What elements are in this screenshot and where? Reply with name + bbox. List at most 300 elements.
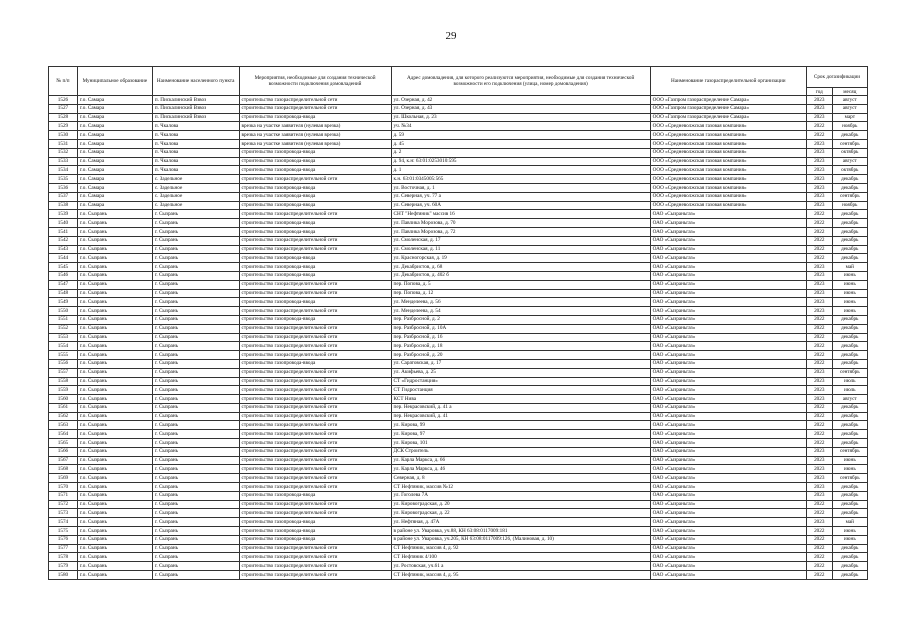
cell-org: ООО «Средневолжская газовая компания»: [650, 139, 806, 148]
cell-num: 1543: [49, 245, 78, 254]
cell-measure: строительство газопровода-ввода: [239, 166, 391, 175]
cell-address: ул. Саратовская, д. 17: [391, 359, 650, 368]
cell-settlement: г. Сызрань: [152, 412, 239, 421]
cell-municipality: г.о. Самара: [77, 166, 152, 175]
cell-municipality: г.о. Самара: [77, 175, 152, 184]
cell-address: д. 2: [391, 148, 650, 157]
cell-org: ОАО «Сызраньгаз»: [650, 447, 806, 456]
cell-org: ОАО «Сызраньгаз»: [650, 456, 806, 465]
cell-org: ОАО «Сызраньгаз»: [650, 324, 806, 333]
cell-month: декабрь: [832, 245, 867, 254]
cell-org: ОАО «Сызраньгаз»: [650, 465, 806, 474]
cell-municipality: г.о. Сызрань: [77, 315, 152, 324]
cell-settlement: г. Сызрань: [152, 298, 239, 307]
cell-address: пер. Некрасовский, д. 41: [391, 412, 650, 421]
table-row: [49, 333, 868, 342]
cell-measure: строительство газораспределительной сети: [239, 333, 391, 342]
cell-month: август: [832, 104, 867, 113]
cell-settlement: г. Сызрань: [152, 227, 239, 236]
table-row: [49, 553, 868, 562]
cell-municipality: г.о. Сызрань: [77, 227, 152, 236]
cell-num: 1555: [49, 351, 78, 360]
table-row: [49, 500, 868, 509]
cell-municipality: г.о. Самара: [77, 131, 152, 140]
cell-settlement: г. Сызрань: [152, 535, 239, 544]
cell-month: декабрь: [832, 571, 867, 580]
cell-num: 1571: [49, 491, 78, 500]
cell-year: 2022: [806, 122, 832, 131]
cell-address: ул. Кировоградская, д. 20: [391, 500, 650, 509]
cell-measure: строительство газопровода-ввода: [239, 527, 391, 536]
cell-address: ул. Красногорская, д. 19: [391, 254, 650, 263]
cell-municipality: г.о. Сызрань: [77, 562, 152, 571]
cell-address: уч. №34: [391, 122, 650, 131]
cell-municipality: г.о. Сызрань: [77, 236, 152, 245]
cell-org: ОАО «Сызраньгаз»: [650, 254, 806, 263]
cell-num: 1576: [49, 535, 78, 544]
cell-municipality: г.о. Самара: [77, 157, 152, 166]
cell-measure: строительство газопровода-ввода: [239, 535, 391, 544]
cell-org: ООО «Средневолжская газовая компания»: [650, 192, 806, 201]
cell-municipality: г.о. Сызрань: [77, 324, 152, 333]
cell-measure: строительство газораспределительной сети: [239, 483, 391, 492]
cell-measure: строительство газораспределительной сети: [239, 104, 391, 113]
cell-measure: строительство газораспределительной сети: [239, 289, 391, 298]
cell-address: ул. Смоленская, д. 11: [391, 245, 650, 254]
cell-settlement: г. Сызрань: [152, 518, 239, 527]
cell-org: ОАО «Сызраньгаз»: [650, 395, 806, 404]
cell-settlement: п. Чкалова: [152, 166, 239, 175]
cell-measure: строительство газораспределительной сети: [239, 342, 391, 351]
header-settlement: Наименование населенного пункта: [152, 67, 239, 96]
cell-org: ОАО «Сызраньгаз»: [650, 500, 806, 509]
cell-address: д. 94, к.н: 63:01:0253010:595: [391, 157, 650, 166]
gasification-table: [48, 66, 868, 580]
table-row: [49, 113, 868, 122]
cell-address: в районе ул. Уваровка, уч.88, КН 63:08:0117009:181: [391, 527, 650, 536]
cell-measure: строительство газопровода-ввода: [239, 183, 391, 192]
table-row: [49, 518, 868, 527]
cell-settlement: с. Задельное: [152, 175, 239, 184]
cell-municipality: г.о. Сызрань: [77, 395, 152, 404]
cell-settlement: г. Сызрань: [152, 500, 239, 509]
cell-settlement: г. Сызрань: [152, 315, 239, 324]
table-row: [49, 298, 868, 307]
cell-org: ОАО «Сызраньгаз»: [650, 544, 806, 553]
cell-address: к.н. 63:01:0345005:565: [391, 175, 650, 184]
cell-year: 2022: [806, 430, 832, 439]
cell-month: июнь: [832, 298, 867, 307]
cell-settlement: с. Задельное: [152, 201, 239, 210]
cell-address: пер. Разбросной, д. 18: [391, 342, 650, 351]
cell-year: 2023: [806, 183, 832, 192]
cell-month: август: [832, 157, 867, 166]
header-month: месяц: [832, 88, 867, 96]
cell-settlement: г. Сызрань: [152, 571, 239, 580]
cell-settlement: г. Сызрань: [152, 395, 239, 404]
cell-municipality: г.о. Сызрань: [77, 491, 152, 500]
cell-settlement: г. Сызрань: [152, 527, 239, 536]
cell-month: июль: [832, 377, 867, 386]
cell-municipality: г.о. Сызрань: [77, 474, 152, 483]
table-row: [49, 465, 868, 474]
cell-month: декабрь: [832, 315, 867, 324]
header-municipality: Муниципальное образование: [77, 67, 152, 96]
cell-org: ОАО «Сызраньгаз»: [650, 359, 806, 368]
cell-org: ООО «Средневолжская газовая компания»: [650, 122, 806, 131]
cell-address: ул. Озерная, д. 43: [391, 104, 650, 113]
cell-year: 2022: [806, 351, 832, 360]
cell-address: СТ Нефтяник, массив 4, д. 92: [391, 544, 650, 553]
cell-measure: строительство газораспределительной сети: [239, 439, 391, 448]
cell-settlement: г. Сызрань: [152, 351, 239, 360]
cell-municipality: г.о. Сызрань: [77, 544, 152, 553]
cell-settlement: с. Задельное: [152, 192, 239, 201]
cell-municipality: г.о. Сызрань: [77, 465, 152, 474]
cell-org: ООО «Средневолжская газовая компания»: [650, 175, 806, 184]
table-row: [49, 386, 868, 395]
cell-month: декабрь: [832, 254, 867, 263]
cell-address: ул. Школьная, д. 23: [391, 113, 650, 122]
table-row: [49, 447, 868, 456]
cell-address: ул. Северная, уч. 77 а: [391, 192, 650, 201]
cell-num: 1554: [49, 342, 78, 351]
cell-org: ОАО «Сызраньгаз»: [650, 527, 806, 536]
cell-org: ООО «Средневолжская газовая компания»: [650, 166, 806, 175]
table-row: [49, 192, 868, 201]
cell-num: 1548: [49, 289, 78, 298]
cell-measure: строительство газораспределительной сети: [239, 544, 391, 553]
cell-measure: строительство газораспределительной сети: [239, 175, 391, 184]
cell-settlement: п. Чкалова: [152, 139, 239, 148]
header-measure: Мероприятия, необходимые для создания технической возможности подключения домовладений: [239, 67, 391, 96]
cell-month: июнь: [832, 535, 867, 544]
cell-month: июнь: [832, 289, 867, 298]
cell-settlement: г. Сызрань: [152, 447, 239, 456]
table-row: [49, 104, 868, 113]
cell-measure: строительство газораспределительной сети: [239, 465, 391, 474]
cell-org: ООО «Газпром газораспределение Самара»: [650, 96, 806, 105]
cell-org: ООО «Средневолжская газовая компания»: [650, 131, 806, 140]
cell-month: декабрь: [832, 544, 867, 553]
cell-month: декабрь: [832, 403, 867, 412]
table-row: [49, 157, 868, 166]
cell-municipality: г.о. Сызрань: [77, 535, 152, 544]
cell-org: ОАО «Сызраньгаз»: [650, 403, 806, 412]
cell-year: 2022: [806, 403, 832, 412]
cell-address: ул. Нефтяная, д. 47А: [391, 518, 650, 527]
cell-municipality: г.о. Сызрань: [77, 280, 152, 289]
cell-month: декабрь: [832, 509, 867, 518]
cell-settlement: г. Сызрань: [152, 377, 239, 386]
cell-org: ОАО «Сызраньгаз»: [650, 430, 806, 439]
header-deadline: Срок догазификации: [806, 67, 867, 88]
cell-municipality: г.о. Сызрань: [77, 271, 152, 280]
cell-num: 1538: [49, 201, 78, 210]
cell-settlement: г. Сызрань: [152, 465, 239, 474]
cell-settlement: г. Сызрань: [152, 271, 239, 280]
cell-measure: строительство газораспределительной сети: [239, 571, 391, 580]
cell-year: 2022: [806, 131, 832, 140]
cell-num: 1574: [49, 518, 78, 527]
cell-municipality: г.о. Сызрань: [77, 298, 152, 307]
cell-year: 2022: [806, 527, 832, 536]
cell-address: ул. Гоголева 7А: [391, 491, 650, 500]
table-row: [49, 148, 868, 157]
cell-year: 2022: [806, 315, 832, 324]
cell-org: ООО «Средневолжская газовая компания»: [650, 148, 806, 157]
cell-settlement: г. Сызрань: [152, 254, 239, 263]
cell-month: декабрь: [832, 351, 867, 360]
cell-num: 1552: [49, 324, 78, 333]
cell-address: СТ Нефтяник, массив 4, д. 95: [391, 571, 650, 580]
cell-settlement: п. Чкалова: [152, 148, 239, 157]
cell-year: 2023: [806, 456, 832, 465]
cell-num: 1545: [49, 263, 78, 272]
cell-month: ноябрь: [832, 201, 867, 210]
cell-address: пер. Разбросной, д. 2: [391, 315, 650, 324]
cell-municipality: г.о. Сызрань: [77, 219, 152, 228]
cell-org: ОАО «Сызраньгаз»: [650, 219, 806, 228]
table-row: [49, 368, 868, 377]
cell-settlement: п. Чкалова: [152, 157, 239, 166]
cell-address: ул. Менделеева, д. 56: [391, 298, 650, 307]
cell-org: ОАО «Сызраньгаз»: [650, 210, 806, 219]
cell-num: 1566: [49, 447, 78, 456]
cell-address: СТ «Гидростанция»: [391, 377, 650, 386]
cell-num: 1540: [49, 219, 78, 228]
cell-address: д. 59: [391, 131, 650, 140]
cell-municipality: г.о. Сызрань: [77, 263, 152, 272]
cell-org: ОАО «Сызраньгаз»: [650, 571, 806, 580]
cell-address: пер. Некрасовский, д. 41 а: [391, 403, 650, 412]
cell-year: 2023: [806, 474, 832, 483]
cell-year: 2022: [806, 342, 832, 351]
cell-num: 1575: [49, 527, 78, 536]
cell-settlement: г. Сызрань: [152, 562, 239, 571]
cell-municipality: г.о. Самара: [77, 148, 152, 157]
cell-measure: строительство газопровода-ввода: [239, 518, 391, 527]
cell-org: ООО «Средневолжская газовая компания»: [650, 157, 806, 166]
cell-org: ОАО «Сызраньгаз»: [650, 245, 806, 254]
cell-municipality: г.о. Самара: [77, 201, 152, 210]
cell-num: 1556: [49, 359, 78, 368]
table-row: [49, 307, 868, 316]
cell-measure: строительство газораспределительной сети: [239, 236, 391, 245]
cell-settlement: г. Сызрань: [152, 342, 239, 351]
cell-municipality: г.о. Сызрань: [77, 456, 152, 465]
cell-settlement: г. Сызрань: [152, 553, 239, 562]
cell-org: ОАО «Сызраньгаз»: [650, 491, 806, 500]
cell-month: декабрь: [832, 342, 867, 351]
table-row: [49, 421, 868, 430]
cell-num: 1541: [49, 227, 78, 236]
table-row: [49, 227, 868, 236]
cell-year: 2022: [806, 227, 832, 236]
cell-measure: строительство газораспределительной сети: [239, 412, 391, 421]
cell-municipality: г.о. Сызрань: [77, 289, 152, 298]
table-row: [49, 201, 868, 210]
cell-municipality: г.о. Самара: [77, 113, 152, 122]
cell-address: ул. Карла Маркса, д. 46: [391, 465, 650, 474]
cell-year: 2023: [806, 263, 832, 272]
cell-address: пер. Разбросной, д. 10А: [391, 324, 650, 333]
cell-settlement: г. Сызрань: [152, 509, 239, 518]
cell-year: 2022: [806, 553, 832, 562]
cell-municipality: г.о. Сызрань: [77, 500, 152, 509]
cell-org: ОАО «Сызраньгаз»: [650, 474, 806, 483]
cell-settlement: г. Сызрань: [152, 368, 239, 377]
cell-municipality: г.о. Сызрань: [77, 254, 152, 263]
cell-measure: строительство газораспределительной сети: [239, 403, 391, 412]
cell-year: 2022: [806, 535, 832, 544]
cell-year: 2023: [806, 386, 832, 395]
cell-month: июль: [832, 386, 867, 395]
table-row: [49, 342, 868, 351]
cell-address: СТ Гидростанция: [391, 386, 650, 395]
cell-settlement: г. Сызрань: [152, 324, 239, 333]
cell-month: декабрь: [832, 236, 867, 245]
cell-year: 2023: [806, 377, 832, 386]
cell-year: 2022: [806, 333, 832, 342]
cell-municipality: г.о. Самара: [77, 192, 152, 201]
cell-measure: врезка на участке заявителя (нулевая врезка): [239, 122, 391, 131]
cell-measure: строительство газораспределительной сети: [239, 509, 391, 518]
cell-settlement: г. Сызрань: [152, 456, 239, 465]
cell-municipality: г.о. Самара: [77, 104, 152, 113]
cell-measure: строительство газораспределительной сети: [239, 474, 391, 483]
cell-org: ОАО «Сызраньгаз»: [650, 298, 806, 307]
cell-org: ОАО «Сызраньгаз»: [650, 439, 806, 448]
cell-org: ООО «Средневолжская газовая компания»: [650, 201, 806, 210]
cell-settlement: г. Сызрань: [152, 483, 239, 492]
cell-measure: врезка на участке заявителя (нулевая врезка): [239, 139, 391, 148]
cell-org: ОАО «Сызраньгаз»: [650, 421, 806, 430]
table-row: [49, 544, 868, 553]
cell-measure: строительство газопровода-ввода: [239, 271, 391, 280]
cell-month: декабрь: [832, 421, 867, 430]
table-row: [49, 131, 868, 140]
table-row: [49, 236, 868, 245]
cell-year: 2022: [806, 509, 832, 518]
cell-month: декабрь: [832, 359, 867, 368]
table-row: [49, 474, 868, 483]
cell-num: 1530: [49, 131, 78, 140]
cell-settlement: п. Пискалинский Взвоз: [152, 96, 239, 105]
cell-measure: строительство газопровода-ввода: [239, 315, 391, 324]
cell-address: ул. Ростовская, уч.61 а: [391, 562, 650, 571]
cell-settlement: п. Пискалинский Взвоз: [152, 104, 239, 113]
cell-municipality: г.о. Сызрань: [77, 307, 152, 316]
cell-month: июнь: [832, 271, 867, 280]
cell-measure: строительство газораспределительной сети: [239, 280, 391, 289]
cell-month: декабрь: [832, 491, 867, 500]
cell-municipality: г.о. Сызрань: [77, 403, 152, 412]
cell-month: июнь: [832, 456, 867, 465]
cell-address: пер. Разбросной, д. 20: [391, 351, 650, 360]
table-row: [49, 439, 868, 448]
cell-num: 1537: [49, 192, 78, 201]
cell-month: декабрь: [832, 483, 867, 492]
cell-settlement: г. Сызрань: [152, 474, 239, 483]
cell-num: 1568: [49, 465, 78, 474]
cell-measure: строительство газопровода-ввода: [239, 254, 391, 263]
cell-num: 1544: [49, 254, 78, 263]
cell-municipality: г.о. Сызрань: [77, 342, 152, 351]
cell-month: сентябрь: [832, 447, 867, 456]
cell-municipality: г.о. Сызрань: [77, 412, 152, 421]
cell-year: 2023: [806, 289, 832, 298]
cell-num: 1558: [49, 377, 78, 386]
cell-org: ОАО «Сызраньгаз»: [650, 377, 806, 386]
cell-year: 2022: [806, 245, 832, 254]
cell-year: 2023: [806, 104, 832, 113]
cell-measure: строительство газопровода-ввода: [239, 359, 391, 368]
cell-measure: строительство газораспределительной сети: [239, 447, 391, 456]
cell-settlement: г. Сызрань: [152, 403, 239, 412]
table-row: [49, 183, 868, 192]
cell-municipality: г.о. Сызрань: [77, 430, 152, 439]
cell-org: ОАО «Сызраньгаз»: [650, 280, 806, 289]
cell-year: 2023: [806, 113, 832, 122]
cell-measure: врезка на участке заявителя (нулевая врезка): [239, 131, 391, 140]
table-row: [49, 359, 868, 368]
cell-year: 2022: [806, 359, 832, 368]
table-row: [49, 491, 868, 500]
table-row: [49, 395, 868, 404]
cell-num: 1526: [49, 96, 78, 105]
cell-municipality: г.о. Самара: [77, 139, 152, 148]
cell-measure: строительство газопровода-ввода: [239, 201, 391, 210]
cell-org: ОАО «Сызраньгаз»: [650, 562, 806, 571]
cell-month: ноябрь: [832, 122, 867, 131]
cell-year: 2023: [806, 96, 832, 105]
cell-settlement: г. Сызрань: [152, 236, 239, 245]
cell-municipality: г.о. Сызрань: [77, 333, 152, 342]
cell-measure: строительство газораспределительной сети: [239, 96, 391, 105]
cell-year: 2022: [806, 324, 832, 333]
table-row: [49, 456, 868, 465]
cell-measure: строительство газопровода-ввода: [239, 219, 391, 228]
cell-settlement: г. Сызрань: [152, 439, 239, 448]
cell-measure: строительство газораспределительной сети: [239, 245, 391, 254]
cell-year: 2022: [806, 439, 832, 448]
cell-settlement: г. Сызрань: [152, 280, 239, 289]
cell-measure: строительство газораспределительной сети: [239, 307, 391, 316]
cell-month: август: [832, 96, 867, 105]
cell-address: пер. Попова, д. 5: [391, 280, 650, 289]
table-row: [49, 403, 868, 412]
cell-measure: строительство газораспределительной сети: [239, 377, 391, 386]
cell-num: 1550: [49, 307, 78, 316]
cell-month: сентябрь: [832, 192, 867, 201]
cell-address: ул. Акифьева, д. 25: [391, 368, 650, 377]
cell-month: декабрь: [832, 430, 867, 439]
cell-settlement: г. Сызрань: [152, 430, 239, 439]
cell-num: 1551: [49, 315, 78, 324]
table-row: [49, 377, 868, 386]
cell-year: 2023: [806, 175, 832, 184]
cell-num: 1577: [49, 544, 78, 553]
cell-address: СНТ "Нефтяник" массив 16: [391, 210, 650, 219]
table-row: [49, 139, 868, 148]
cell-address: ул. Павлика Морозова, д. 70: [391, 219, 650, 228]
cell-org: ОАО «Сызраньгаз»: [650, 289, 806, 298]
cell-municipality: г.о. Сызрань: [77, 571, 152, 580]
cell-num: 1569: [49, 474, 78, 483]
cell-settlement: п. Пискалинский Взвоз: [152, 113, 239, 122]
cell-month: декабрь: [832, 175, 867, 184]
